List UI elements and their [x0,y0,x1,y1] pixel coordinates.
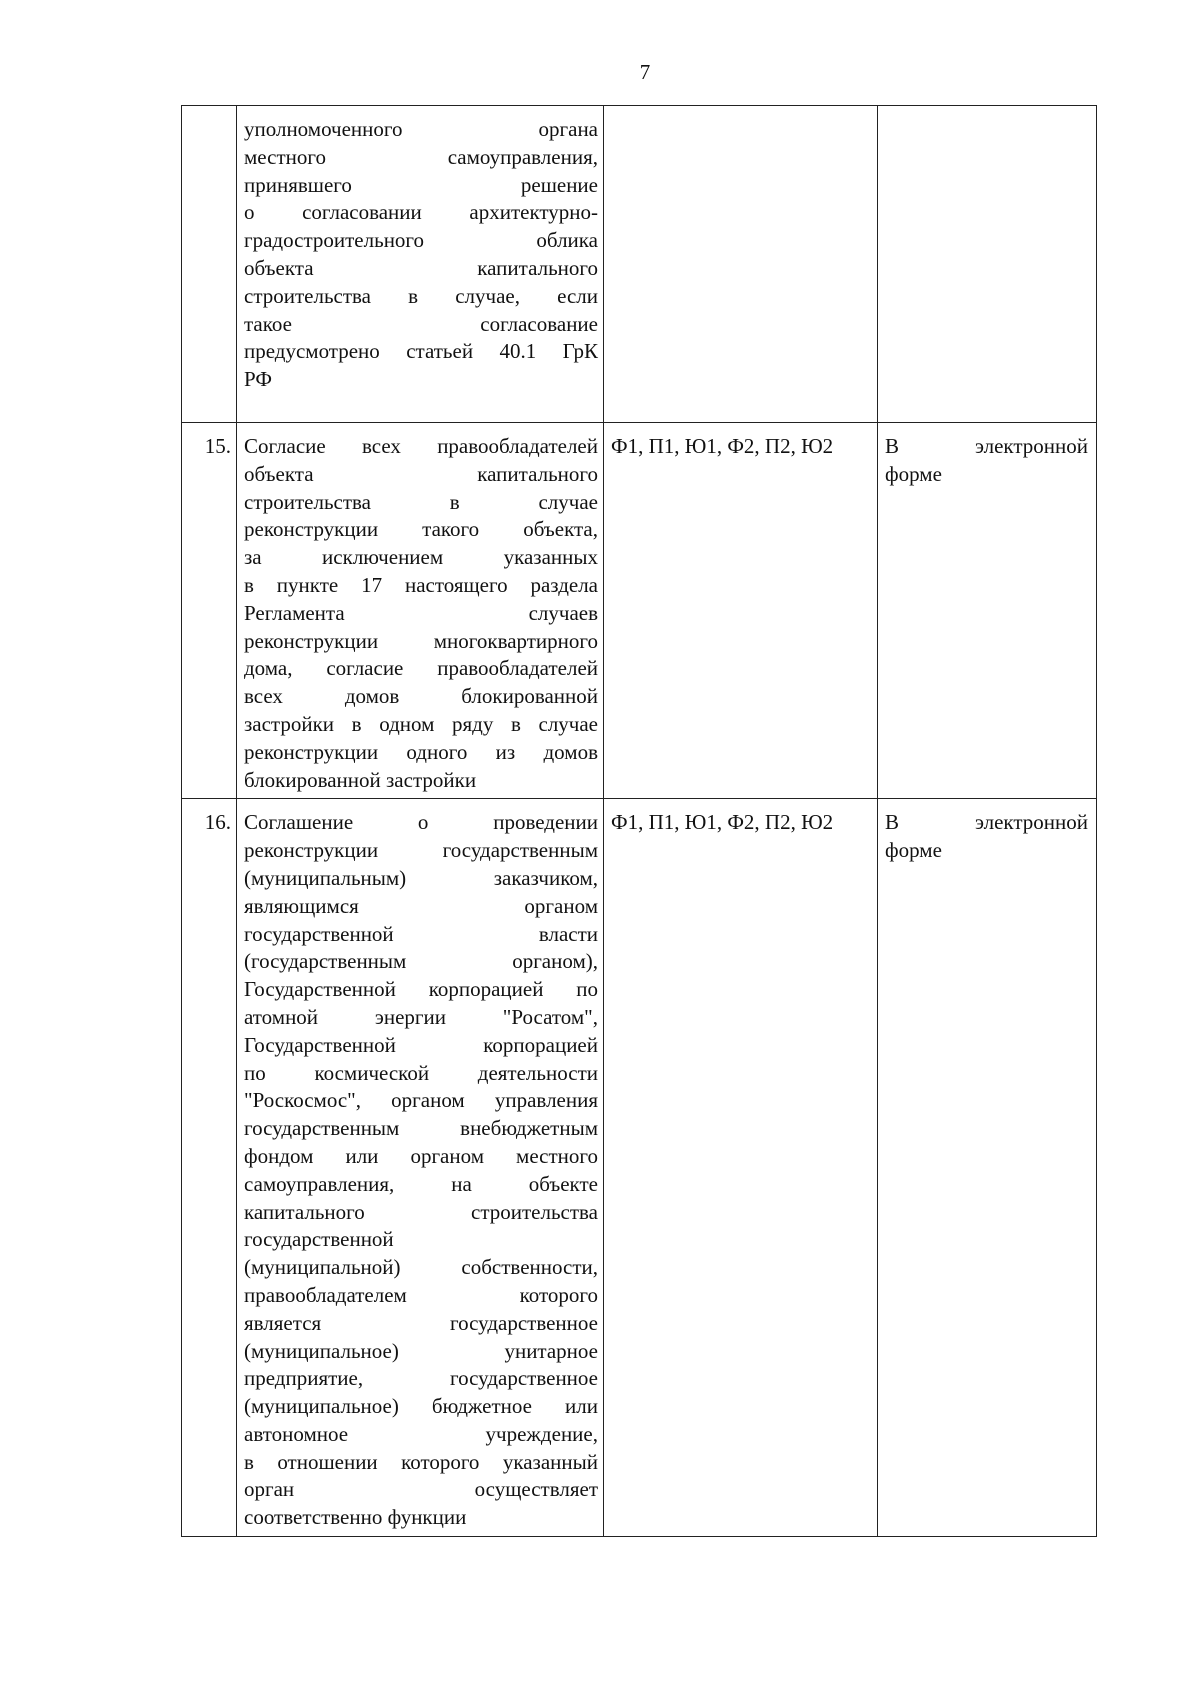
document-line: реконструкции многоквартирного [244,628,598,653]
document-line: градостроительного облика [244,228,598,253]
document-line: являющимся органом [244,893,598,918]
document-line: (муниципальное) бюджетное или [244,1394,598,1419]
document-line: (муниципальное) унитарное [244,1338,598,1363]
document-line: строительства в случае [244,489,598,514]
documents-table-body [182,106,1097,1537]
applicant-categories: Ф1, П1, Ю1, Ф2, П2, Ю2 [604,799,878,1537]
document-line: Согласие всех правообладателей [244,434,598,458]
form-word: В [885,434,900,458]
document-line: застройки в одном ряду в случае [244,711,598,736]
documents-table [181,105,1097,1537]
submission-form [878,106,1097,423]
document-line: правообладателем которого [244,1282,598,1307]
form-word: В [885,810,900,835]
document-line: о согласовании архитектурно- [244,200,598,225]
document-line: орган осуществляет [244,1477,598,1502]
document-line: строительства в случае, если [244,283,598,308]
document-line: за исключением указанных [244,545,598,570]
document-line: объекта капитального [244,255,598,280]
submission-form [878,423,1097,799]
document-line: Соглашение о проведении [244,810,598,835]
document-description [237,799,604,1537]
document-line: государственной [244,1227,394,1252]
document-line: такое согласование [244,311,598,336]
form-line [885,433,1088,461]
document-line: Регламента случаев [244,600,598,625]
document-line: реконструкции государственным [244,838,598,863]
document-line: по космической деятельности [244,1060,598,1085]
document-line: РФ [244,367,272,392]
document-line: в пункте 17 настоящего раздела [244,572,598,597]
applicant-categories [604,106,878,423]
document-line: реконструкции такого объекта, [244,517,598,542]
document-description [237,423,604,799]
page-number: 7 [639,60,651,84]
document-line: является государственное [244,1310,598,1335]
document-line: блокированной застройки [244,767,477,792]
form-word: форме [885,838,942,863]
document-line: принявшего решение [244,172,598,197]
form-word: форме [885,461,942,486]
row-number: 16. [182,799,237,1537]
document-line: капитального строительства [244,1199,598,1224]
table-row [182,106,1097,423]
document-line: (муниципальной) собственности, [244,1255,598,1280]
document-line: атомной энергии "Росатом", [244,1004,598,1029]
form-word: электронной [974,810,1088,835]
document-description [237,106,604,423]
document-line: государственной власти [244,921,598,946]
document-line: фондом или органом местного [244,1143,598,1168]
document-line: соответственно функции [244,1505,467,1530]
document-line: дома, согласие правообладателей [244,656,598,681]
document-line: автономное учреждение, [244,1421,598,1446]
document-line: всех домов блокированной [244,684,598,709]
form-word: электронной [974,434,1088,458]
document-line: объекта капитального [244,461,598,486]
document-line: (государственным органом), [244,949,598,974]
document-line: государственным внебюджетным [244,1116,598,1141]
document-line: реконструкции одного из домов [244,739,598,764]
document-line: Государственной корпорацией [244,1032,598,1057]
document-line: "Роскосмос", органом управления [244,1088,598,1113]
table-row [182,799,1097,1537]
document-line: предприятие, государственное [244,1366,598,1391]
document-line: предусмотрено статьей 40.1 ГрК [244,339,598,364]
document-line: самоуправления, на объекте [244,1171,598,1196]
row-number [182,106,237,423]
document-line: местного самоуправления, [244,144,598,169]
row-number: 15. [182,423,237,799]
applicant-categories: Ф1, П1, Ю1, Ф2, П2, Ю2 [604,423,878,799]
table-row [182,423,1097,799]
document-line: в отношении которого указанный [244,1449,598,1474]
document-line: (муниципальным) заказчиком, [244,865,598,890]
form-line [885,809,1088,837]
submission-form [878,799,1097,1537]
document-line: Государственной корпорацией по [244,977,598,1002]
document-line: уполномоченного органа [244,117,598,141]
